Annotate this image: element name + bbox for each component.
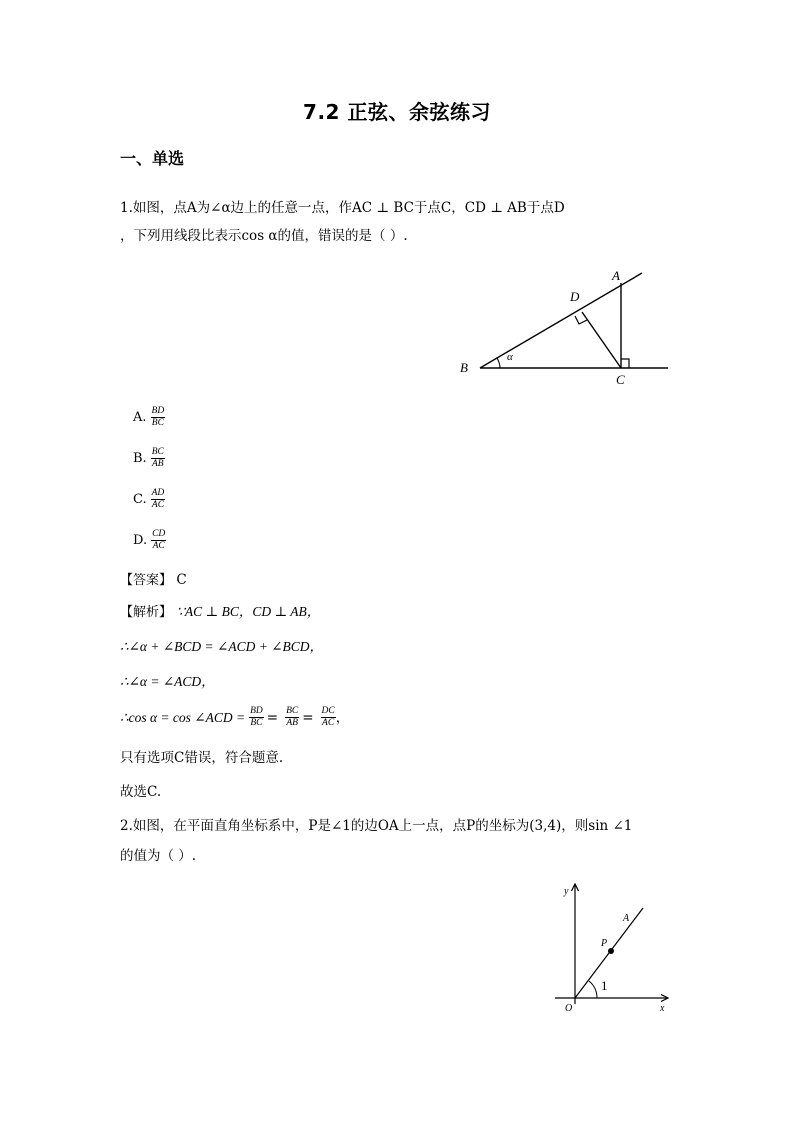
option-d-den: AC xyxy=(152,541,165,551)
option-b-fraction xyxy=(151,447,165,470)
answer-line xyxy=(120,570,187,591)
eq-sign-2: = xyxy=(302,709,314,726)
analysis4-prefix: ∴cos α = cos ∠ACD = xyxy=(120,709,246,725)
label-o: O xyxy=(565,1003,573,1014)
option-c-den: AC xyxy=(151,500,165,510)
analysis-line6: 故选C. xyxy=(120,784,162,800)
analysis-line1 xyxy=(120,602,320,623)
option-d xyxy=(133,529,166,552)
frac1-den: BC xyxy=(250,718,263,728)
section-heading: 一、单选 xyxy=(120,149,185,168)
analysis4-frac1 xyxy=(249,706,264,729)
option-b xyxy=(133,447,165,470)
option-a-fraction xyxy=(151,406,166,429)
option-d-letter: D. xyxy=(133,533,148,548)
option-a-num: BD xyxy=(151,406,165,416)
option-a-den: BC xyxy=(151,418,164,428)
segment-cd xyxy=(582,312,621,368)
label-d: D xyxy=(570,289,580,304)
frac3-den: AC xyxy=(322,718,335,728)
option-d-num: CD xyxy=(152,529,166,539)
label-a2: A xyxy=(623,913,630,924)
label-a: A xyxy=(612,268,620,283)
label-b: B xyxy=(460,360,468,375)
angle-1-arc xyxy=(589,981,597,998)
analysis4-frac2 xyxy=(285,706,299,729)
q1-text-line1: 1.如图，点A为∠α边上的任意一点，作AC ⊥ BC于点C，CD ⊥ AB于点D xyxy=(120,200,565,216)
option-c-fraction xyxy=(151,488,166,511)
analysis-line5: 只有选项C错误，符合题意. xyxy=(120,750,284,766)
q2-coordinate-figure xyxy=(550,880,680,1020)
right-angle-c xyxy=(621,359,629,368)
option-b-num: BC xyxy=(151,447,164,457)
option-d-fraction xyxy=(151,529,166,552)
ray-line xyxy=(480,273,642,368)
point-p xyxy=(608,948,614,954)
option-b-den: AB xyxy=(151,459,164,469)
answer-tag: 【答案】 xyxy=(120,573,173,588)
option-a-letter: A. xyxy=(133,410,147,425)
q2-text-line2: 的值为（ ）. xyxy=(120,848,197,864)
analysis-line3: ∴∠α = ∠ACD， xyxy=(120,674,215,689)
analysis-tag: 【解析】 xyxy=(120,605,173,620)
answer-value: C xyxy=(176,572,187,588)
option-c xyxy=(133,488,165,511)
label-p: P xyxy=(601,938,608,949)
analysis4-comma: ， xyxy=(335,709,350,726)
option-c-num: AD xyxy=(151,488,165,498)
frac3-num: DC xyxy=(321,706,335,716)
label-angle-1: 1 xyxy=(601,978,608,993)
option-c-letter: C. xyxy=(133,492,147,507)
frac2-num: BC xyxy=(286,706,299,716)
label-alpha: α xyxy=(507,351,513,363)
frac2-den: AB xyxy=(286,718,298,728)
q1-text-line2: ，下列用线段比表示cos α的值，错误的是（ ）. xyxy=(120,228,408,244)
q1-triangle-figure xyxy=(440,262,680,392)
option-b-letter: B. xyxy=(133,451,147,466)
page-title: 7.2 正弦、余弦练习 xyxy=(303,100,491,124)
label-y: y xyxy=(564,886,569,897)
label-x: x xyxy=(660,1003,665,1014)
q2-text-line1: 2.如图，在平面直角坐标系中，P是∠1的边OA上一点，点P的坐标为(3,4)，则sin ∠1 xyxy=(120,818,633,834)
analysis-line2: ∴∠α + ∠BCD = ∠ACD + ∠BCD， xyxy=(120,639,324,654)
angle-arc xyxy=(497,358,500,368)
analysis-text1: ∵AC ⊥ BC，CD ⊥ AB， xyxy=(176,604,321,619)
label-c: C xyxy=(616,372,625,387)
option-a xyxy=(133,406,165,429)
analysis-line4 xyxy=(120,706,349,729)
eq-sign-1: = xyxy=(266,709,279,726)
frac1-num: BD xyxy=(250,706,263,716)
analysis4-frac3 xyxy=(321,706,336,729)
